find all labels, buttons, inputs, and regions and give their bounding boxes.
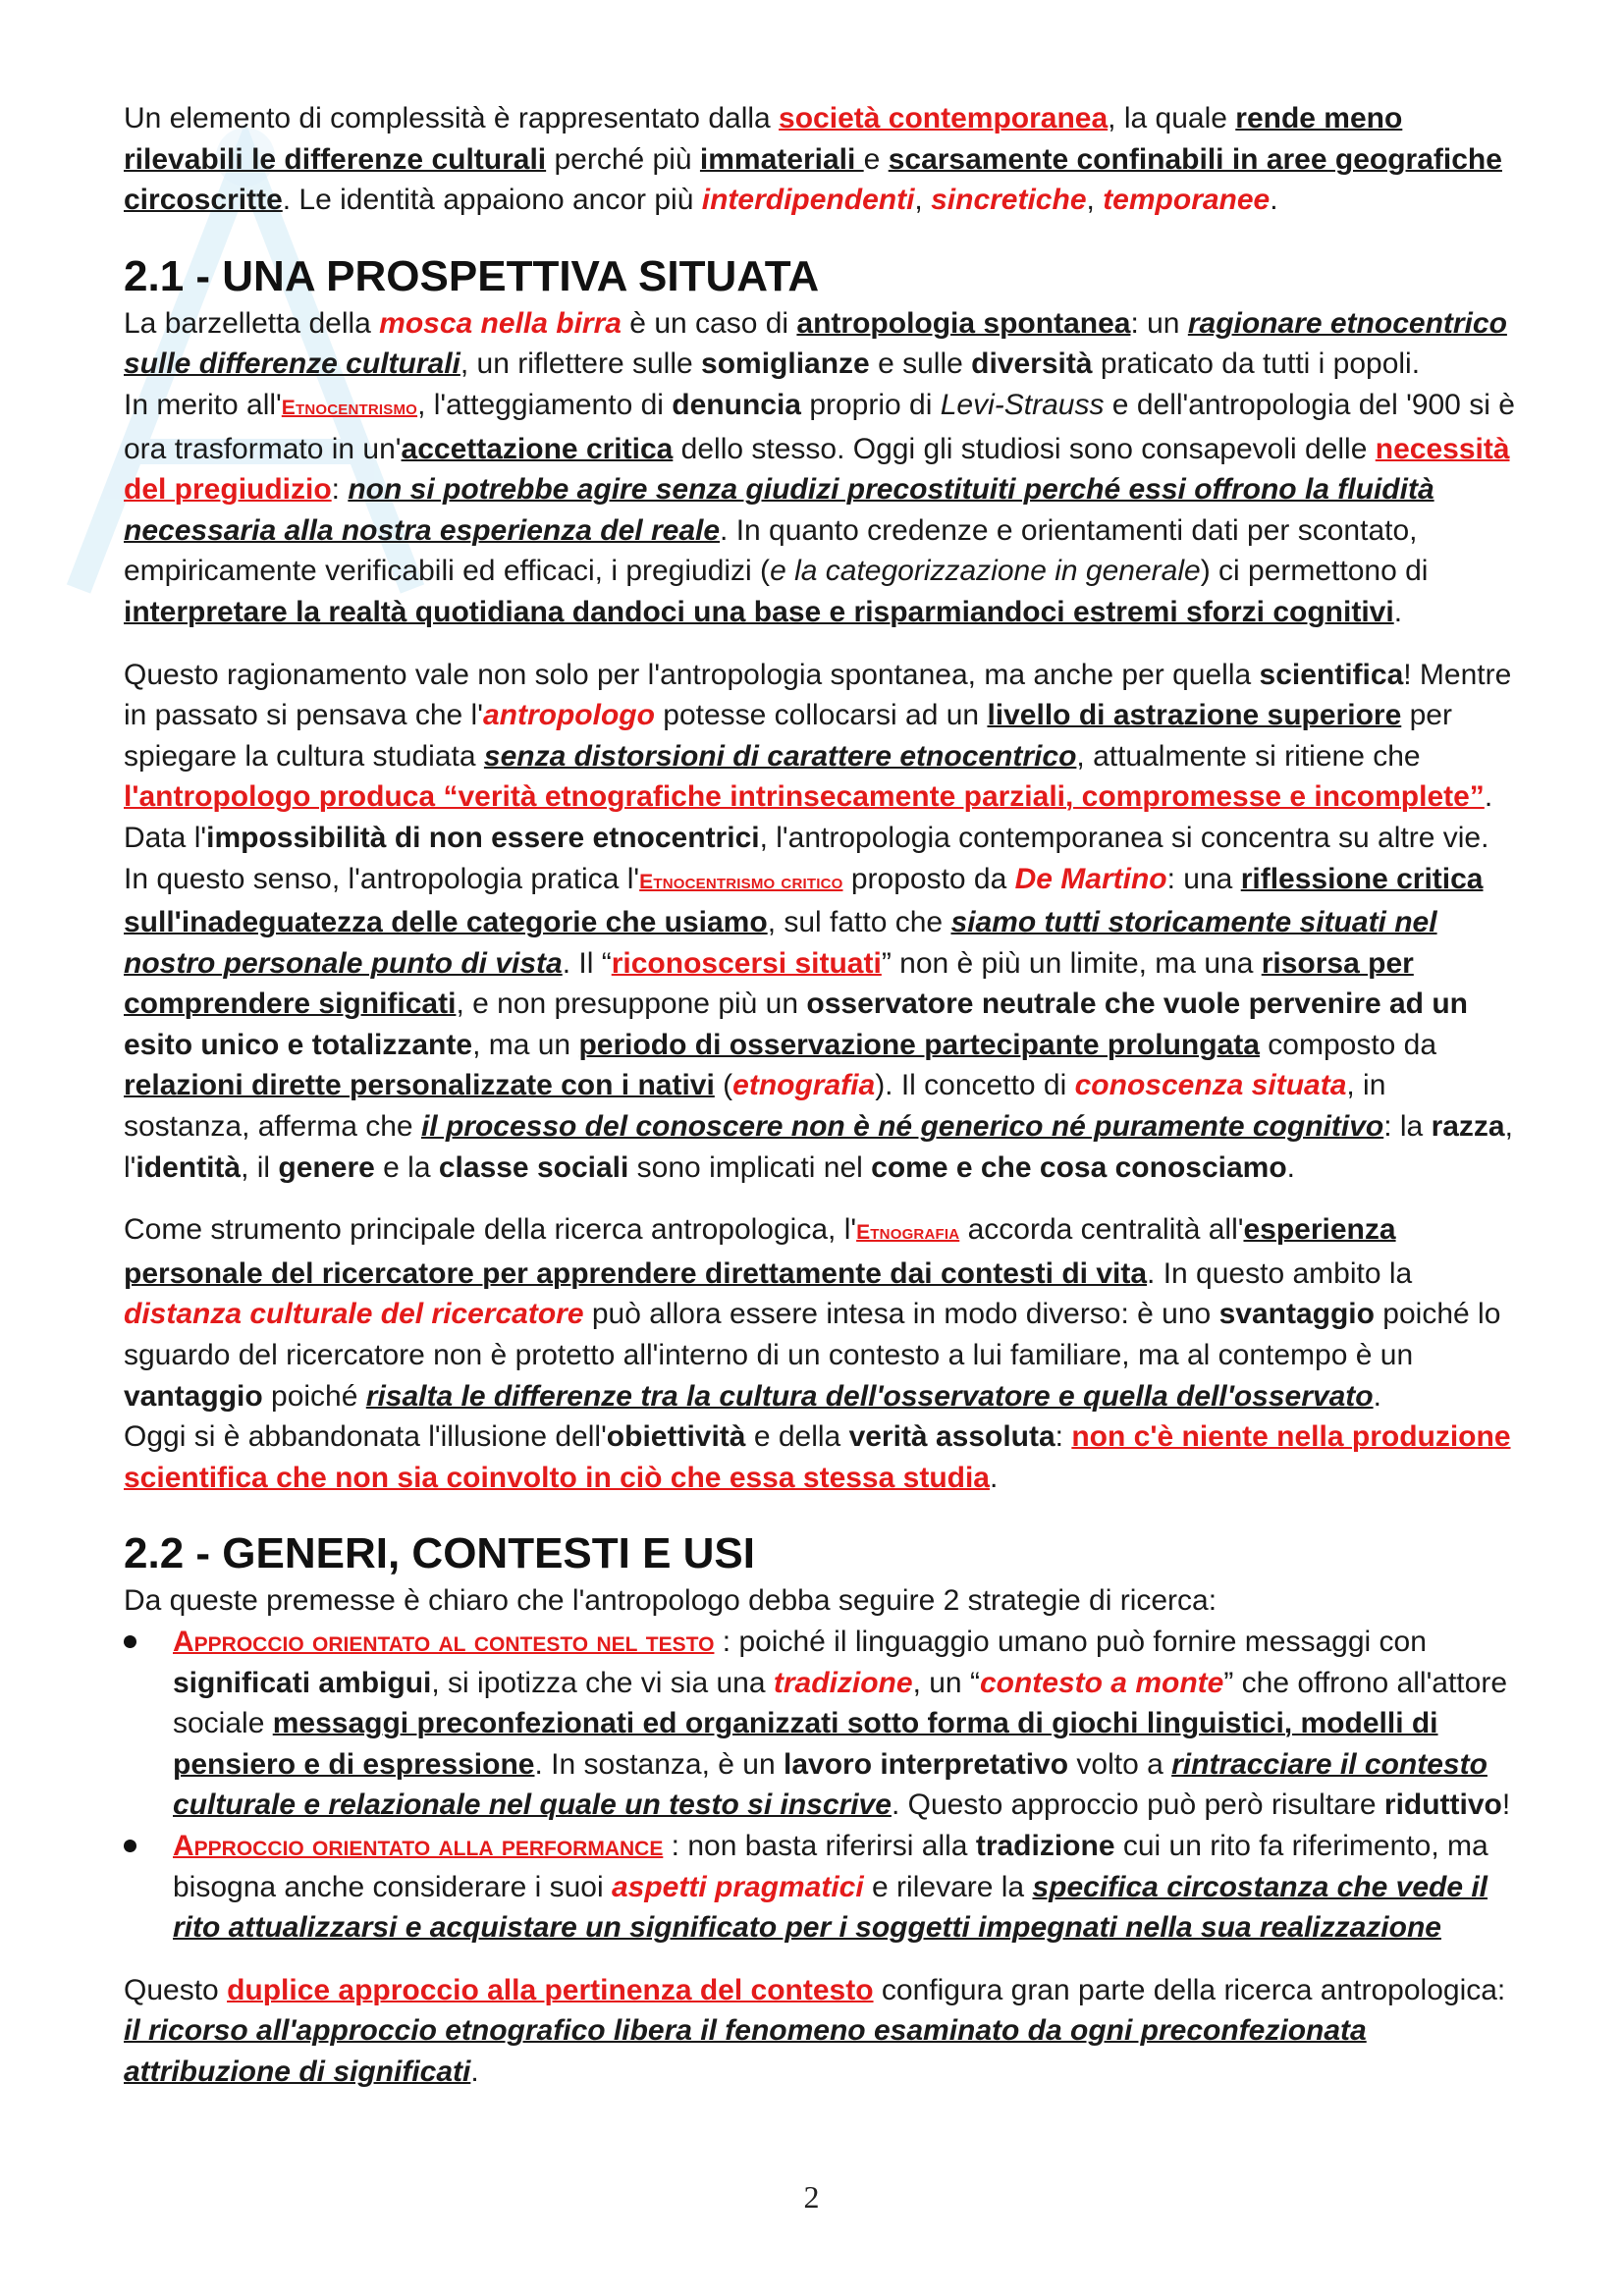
section1-paragraph-1: La barzelletta della mosca nella birra è un caso di antropologia spontanea: un ragionare etnocentrico sulle differenze culturali, un riflettere sulle somiglianze e sulle diversità praticato da tutti i popoli. [124, 306, 1507, 381]
section1-paragraph-5: Oggi si è abbandonata l'illusione dell'obiettività e della verità assoluta: non c'è niente nella produzione scientifica che non sia coinvolto in ciò che essa stessa studia. [124, 1420, 1511, 1494]
section2-intro: Da queste premesse è chiaro che l'antropologo debba seguire 2 strategie di ricerca: [124, 1584, 1217, 1618]
page-number: 2 [803, 2179, 820, 2215]
section1-paragraph-4: Come strumento principale della ricerca antropologica, l'Etnografia accorda centralità all'esperienza personale del ricercatore per apprendere direttamente dai contesti di vita. In questo ambito la distanza culturale del ricercatore può allora essere intesa in modo diverso: è uno svantaggio poiché lo sguardo del ricercatore non è protetto all'interno di un contesto a lui familiare, ma al contempo è un vantaggio poiché risalta le differenze tra la cultura dell'osservatore e quella dell'osservato. [124, 1213, 1501, 1413]
list-item: Approccio orientato alla performance : non basta riferirsi alla tradizione cui un rito fa riferimento, ma bisogna anche considerare i suoi aspetti pragmatici e rilevare la specifica circostanza che vede il rito attualizzarsi e acquistare un significato per i soggetti impegnati nella sua realizzazione [124, 1826, 1518, 1949]
strategy-list [124, 1622, 1518, 1949]
bullet-icon [124, 1635, 136, 1648]
section-heading-2-1: 2.1 - UNA PROSPETTIVA SITUATA [124, 251, 820, 300]
document-body [124, 98, 1518, 2093]
section1-paragraph-2: In merito all'Etnocentrismo, l'atteggiamento di denuncia proprio di Levi-Strauss e dell'antropologia del '900 si è ora trasformato in un'accettazione critica dello stesso. Oggi gli studiosi sono consapevoli delle necessità del pregiudizio: non si potrebbe agire senza giudizi precostituiti perché essi offrono la fluidità necessaria alla nostra esperienza del reale. In quanto credenze e orientamenti dati per scontato, empiricamente verificabili ed efficaci, i pregiudizi (e la categorizzazione in generale) ci permettono di interpretare la realtà quotidiana dandoci una base e risparmiandoci estremi sforzi cognitivi. [124, 388, 1515, 628]
list-item: Approccio orientato al contesto nel testo : poiché il linguaggio umano può fornire messaggi con significati ambigui, si ipotizza che vi sia una tradizione, un “contesto a monte” che offrono all'attore sociale messaggi preconfezionati ed organizzati sotto forma di giochi linguistici, modelli di pensiero e di espressione. In sostanza, è un lavoro interpretativo volto a rintracciare il contesto culturale e relazionale nel quale un testo si inscrive. Questo approccio può però risultare riduttivo! [124, 1622, 1518, 1826]
section1-paragraph-3: Questo ragionamento vale non solo per l'antropologia spontanea, ma anche per quella scientifica! Mentre in passato si pensava che l'antropologo potesse collocarsi ad un livello di astrazione superiore per spiegare la cultura studiata senza distorsioni di carattere etnocentrico, attualmente si ritiene che l'antropologo produca “verità etnografiche intrinsecamente parziali, compromesse e incomplete”. Data l'impossibilità di non essere etnocentrici, l'antropologia contemporanea si concentra su altre vie. In questo senso, l'antropologia pratica l'Etnocentrismo critico proposto da De Martino: una riflessione critica sull'inadeguatezza delle categorie che usiamo, sul fatto che siamo tutti storicamente situati nel nostro personale punto di vista. Il “riconoscersi situati” non è più un limite, ma una risorsa per comprendere significati, e non presuppone più un osservatore neutrale che vuole pervenire ad un esito unico e totalizzante, ma un periodo di osservazione partecipante prolungata composto da relazioni dirette personalizzate con i nativi (etnografia). Il concetto di conoscenza situata, in sostanza, afferma che il processo del conoscere non è né generico né puramente cognitivo: la razza, l'identità, il genere e la classe sociali sono implicati nel come e che cosa conosciamo. [124, 658, 1513, 1184]
intro-paragraph: Un elemento di complessità è rappresentato dalla società contemporanea, la quale rende meno rilevabili le differenze culturali perché più immateriali e scarsamente confinabili in aree geografiche circoscritte. Le identità appaiono ancor più interdipendenti, sincretiche, temporanee. [124, 102, 1502, 217]
section-heading-2-2: 2.2 - GENERI, CONTESTI E USI [124, 1529, 756, 1578]
closing-paragraph: Questo duplice approccio alla pertinenza del contesto configura gran parte della ricerca antropologica: il ricorso all'approccio etnografico libera il fenomeno esaminato da ogni preconfezionata attribuzione di significati. [124, 1973, 1506, 2088]
bullet-icon [124, 1840, 136, 1852]
